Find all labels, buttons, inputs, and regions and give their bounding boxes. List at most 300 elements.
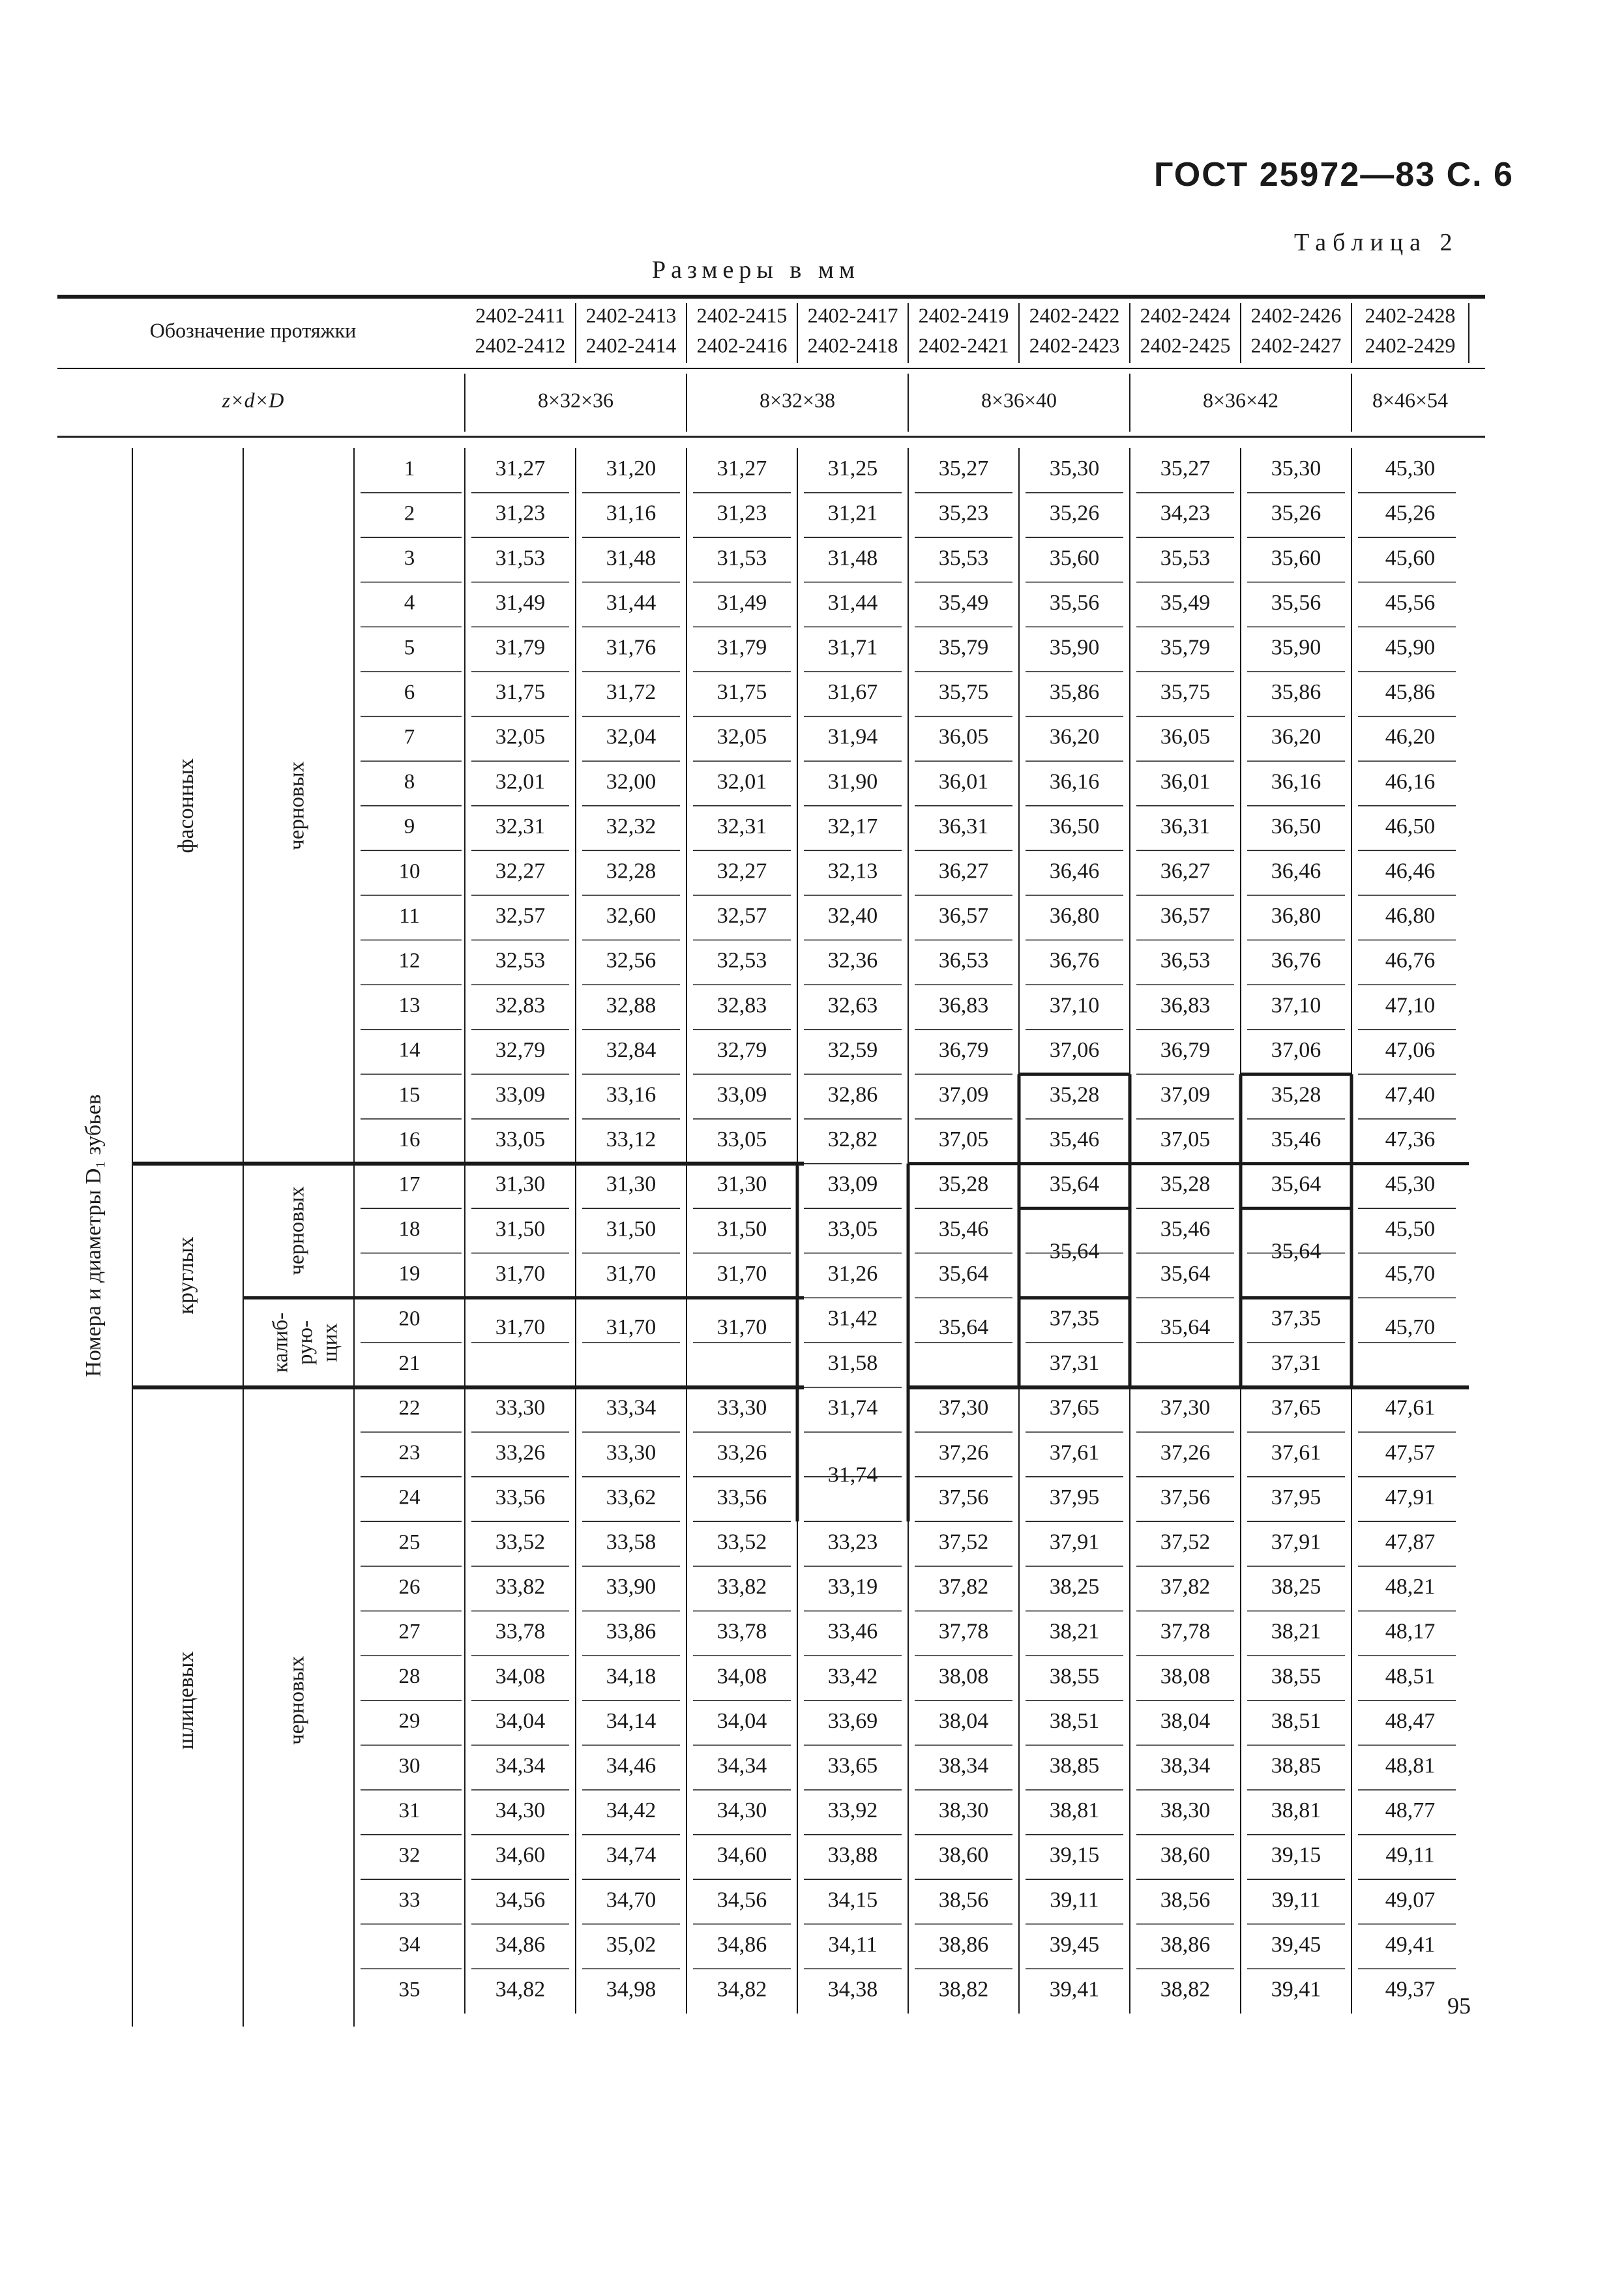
table-cell: 33,34	[606, 1395, 657, 1420]
table-cell: 35,46	[938, 1217, 989, 1242]
table-cell: 33,92	[827, 1798, 878, 1823]
row-number: 30	[398, 1754, 421, 1778]
table-cell: 33,30	[716, 1395, 767, 1420]
table-cell: 34,86	[716, 1932, 767, 1957]
table-cell: 34,82	[495, 1977, 546, 2002]
table-cell: 33,16	[606, 1082, 657, 1107]
table-cell: 33,09	[827, 1172, 878, 1197]
rows-axis-label: Номера и диаметры D₁ зубьев	[81, 1094, 106, 1377]
row-number: 32	[398, 1843, 421, 1867]
subgroup-label: рую-	[293, 1320, 317, 1365]
table-cell: 35,46	[1049, 1127, 1100, 1152]
row-number: 16	[398, 1127, 421, 1152]
table-cell: 36,53	[938, 948, 989, 973]
table-cell: 37,30	[1160, 1395, 1211, 1420]
row-number: 20	[398, 1307, 421, 1331]
table-cell: 33,09	[716, 1082, 767, 1107]
table-cell: 47,57	[1385, 1440, 1436, 1465]
row-number: 4	[404, 591, 415, 615]
table-cell: 39,41	[1271, 1977, 1321, 2002]
table-cell: 31,44	[606, 590, 657, 615]
table-cell: 37,35	[1049, 1306, 1100, 1331]
table-cell: 32,53	[716, 948, 767, 973]
table-cell: 45,26	[1385, 501, 1436, 526]
table-cell: 35,75	[938, 680, 989, 705]
column-code: 2402-2411	[475, 303, 565, 327]
table-cell: 38,82	[1160, 1977, 1211, 2002]
subgroup-label: черновых	[285, 1186, 309, 1275]
column-code: 2402-2418	[807, 333, 898, 357]
table-cell: 45,70	[1385, 1315, 1436, 1340]
table-cell: 48,21	[1385, 1575, 1436, 1599]
table-cell: 35,64	[1271, 1239, 1321, 1264]
table-cell: 31,70	[606, 1261, 657, 1286]
table-cell: 35,56	[1049, 590, 1100, 615]
row-number: 33	[398, 1888, 421, 1912]
row-number: 9	[404, 814, 415, 839]
table-cell: 36,79	[938, 1037, 989, 1062]
table-cell: 34,56	[716, 1888, 767, 1912]
column-code: 2402-2419	[918, 303, 1009, 327]
row-number: 21	[398, 1351, 421, 1375]
table-cell: 37,26	[1160, 1440, 1211, 1465]
table-cell: 37,52	[938, 1530, 989, 1554]
table-cell: 34,34	[495, 1753, 546, 1778]
table-cell: 35,02	[606, 1932, 657, 1957]
table-cell: 33,46	[827, 1619, 878, 1644]
table-cell: 35,30	[1271, 456, 1321, 481]
table-cell: 35,27	[1160, 456, 1211, 481]
table-text	[81, 303, 1456, 2001]
row-number: 8	[404, 770, 415, 794]
row-number: 11	[399, 904, 420, 928]
table-cell: 34,56	[495, 1888, 546, 1912]
column-code: 2402-2425	[1140, 333, 1231, 357]
table-cell: 38,21	[1271, 1619, 1321, 1644]
table-cell: 36,80	[1049, 904, 1100, 929]
table-cell: 38,60	[938, 1843, 989, 1867]
table-cell: 31,27	[495, 456, 546, 481]
table-cell: 33,90	[606, 1575, 657, 1599]
table-cell: 32,79	[716, 1037, 767, 1062]
table-cell: 35,64	[1049, 1239, 1100, 1264]
column-code: 2402-2426	[1250, 303, 1342, 327]
table-cell: 31,27	[716, 456, 767, 481]
table-cell: 35,90	[1271, 635, 1321, 660]
table-cell: 33,05	[495, 1127, 546, 1152]
table-cell: 32,83	[495, 993, 546, 1018]
table-cell: 38,25	[1271, 1575, 1321, 1599]
table-cell: 34,86	[495, 1932, 546, 1957]
table-cell: 38,86	[938, 1932, 989, 1957]
table-cell: 37,61	[1271, 1440, 1321, 1465]
table-cell: 32,84	[606, 1037, 657, 1062]
table-cell: 31,16	[606, 501, 657, 526]
row-number: 3	[404, 546, 415, 571]
column-code: 2402-2427	[1250, 333, 1342, 357]
table-cell: 31,53	[495, 546, 546, 571]
table-cell: 38,30	[1160, 1798, 1211, 1823]
table-cell: 39,11	[1050, 1888, 1099, 1912]
table-cell: 37,95	[1049, 1485, 1100, 1509]
table-cell: 36,31	[938, 814, 989, 839]
row-number: 17	[398, 1172, 421, 1197]
table-cell: 47,91	[1385, 1485, 1436, 1509]
table-cell: 45,90	[1385, 635, 1436, 660]
table-cell: 48,81	[1385, 1753, 1436, 1778]
table-cell: 37,78	[1160, 1619, 1211, 1644]
table-cell: 37,56	[938, 1485, 989, 1509]
table-cell: 48,47	[1385, 1708, 1436, 1733]
table-cell: 31,76	[606, 635, 657, 660]
table-cell: 36,83	[938, 993, 989, 1018]
table-cell: 31,53	[716, 546, 767, 571]
table-cell: 31,49	[716, 590, 767, 615]
table-cell: 35,46	[1160, 1217, 1211, 1242]
column-code: 2402-2415	[696, 303, 788, 327]
row-number: 25	[398, 1530, 421, 1554]
table-cell: 31,74	[827, 1395, 878, 1420]
designation-label: Обозначение протяжки	[149, 318, 357, 342]
table-cell: 33,42	[827, 1664, 878, 1689]
table-cell: 35,64	[1049, 1172, 1100, 1197]
table-cell: 38,51	[1049, 1708, 1100, 1733]
table-cell: 32,36	[827, 948, 878, 973]
column-code: 2402-2429	[1365, 333, 1456, 357]
table-cell: 38,21	[1049, 1619, 1100, 1644]
table-cell: 38,51	[1271, 1708, 1321, 1733]
subgroup-label: черновых	[285, 1656, 309, 1745]
table-cell: 36,05	[938, 724, 989, 749]
table-cell: 47,10	[1385, 993, 1436, 1018]
table-cell: 33,09	[495, 1082, 546, 1107]
column-code: 2402-2416	[696, 333, 788, 357]
table-cell: 31,71	[827, 635, 878, 660]
table-cell: 32,79	[495, 1037, 546, 1062]
table-cell: 46,80	[1385, 904, 1436, 929]
table-cell: 34,04	[495, 1708, 546, 1733]
table-cell: 45,50	[1385, 1217, 1436, 1242]
table-cell: 31,23	[495, 501, 546, 526]
table-cell: 32,86	[827, 1082, 878, 1107]
table-cell: 37,05	[1160, 1127, 1211, 1152]
row-number: 7	[404, 725, 415, 749]
table-cell: 38,34	[938, 1753, 989, 1778]
subgroup-label: калиб-	[269, 1312, 293, 1373]
row-number: 10	[398, 859, 421, 884]
column-code: 2402-2421	[918, 333, 1009, 357]
table-cell: 33,86	[606, 1619, 657, 1644]
table-cell: 33,88	[827, 1843, 878, 1867]
table-cell: 38,04	[938, 1708, 989, 1733]
table-cell: 33,56	[716, 1485, 767, 1509]
table-cell: 31,70	[716, 1261, 767, 1286]
table-cell: 32,53	[495, 948, 546, 973]
table-cell: 31,67	[827, 680, 878, 705]
table-cell: 35,64	[1160, 1261, 1211, 1286]
size-label: 8×46×54	[1372, 388, 1449, 412]
size-label: 8×36×40	[981, 388, 1057, 412]
table-cell: 46,16	[1385, 769, 1436, 794]
table-cell: 33,19	[827, 1575, 878, 1599]
group-label: шлицевых	[173, 1651, 198, 1750]
table-cell: 37,82	[1160, 1575, 1211, 1599]
table-cell: 35,27	[938, 456, 989, 481]
row-number: 22	[398, 1396, 421, 1420]
table-cell: 36,27	[938, 859, 989, 884]
table-cell: 34,11	[828, 1932, 878, 1957]
table-cell: 31,74	[827, 1463, 878, 1487]
table-cell: 39,15	[1271, 1843, 1321, 1867]
table-cell: 37,06	[1049, 1037, 1100, 1062]
table-cell: 32,60	[606, 904, 657, 929]
table-cell: 37,91	[1049, 1530, 1100, 1554]
table-cell: 39,15	[1049, 1843, 1100, 1867]
table-cell: 31,49	[495, 590, 546, 615]
table-cell: 34,74	[606, 1843, 657, 1867]
table-cell: 38,55	[1049, 1664, 1100, 1689]
table-cell: 31,75	[495, 680, 546, 705]
table-cell: 31,70	[495, 1261, 546, 1286]
formula-label: z×d×D	[222, 388, 284, 412]
table-cell: 34,18	[606, 1664, 657, 1689]
table-cell: 37,82	[938, 1575, 989, 1599]
table-cell: 34,14	[606, 1708, 657, 1733]
table-cell: 32,13	[827, 859, 878, 884]
column-code: 2402-2412	[475, 333, 566, 357]
table-cell: 37,52	[1160, 1530, 1211, 1554]
table-cell: 38,82	[938, 1977, 989, 2002]
row-number: 14	[398, 1038, 421, 1062]
table-cell: 32,57	[495, 904, 546, 929]
table-cell: 38,85	[1271, 1753, 1321, 1778]
table-cell: 32,31	[716, 814, 767, 839]
table-cell: 35,86	[1049, 680, 1100, 705]
table-cell: 49,07	[1385, 1888, 1436, 1912]
row-number: 13	[398, 994, 421, 1018]
table-cell: 38,60	[1160, 1843, 1211, 1867]
table-cell: 31,30	[716, 1172, 767, 1197]
table-cell: 37,09	[1160, 1082, 1211, 1107]
table-cell: 33,52	[716, 1530, 767, 1554]
table-cell: 32,63	[827, 993, 878, 1018]
table-cell: 31,50	[606, 1217, 657, 1242]
table-cell: 35,26	[1049, 501, 1100, 526]
table-cell: 37,61	[1049, 1440, 1100, 1465]
table-cell: 33,58	[606, 1530, 657, 1554]
table-cell: 33,26	[495, 1440, 546, 1465]
table-cell: 36,76	[1271, 948, 1321, 973]
table-cell: 39,41	[1049, 1977, 1100, 2002]
table-cell: 36,27	[1160, 859, 1211, 884]
row-number: 6	[404, 680, 415, 704]
table-cell: 34,30	[495, 1798, 546, 1823]
table-cell: 35,90	[1049, 635, 1100, 660]
table-cell: 31,70	[716, 1315, 767, 1340]
table-cell: 38,85	[1049, 1753, 1100, 1778]
table-cell: 36,01	[1160, 769, 1211, 794]
table-cell: 48,51	[1385, 1664, 1436, 1689]
table-cell: 32,04	[606, 724, 657, 749]
size-label: 8×36×42	[1202, 388, 1279, 412]
table-cell: 36,57	[938, 904, 989, 929]
table-cell: 49,11	[1385, 1843, 1435, 1867]
table-cell: 37,65	[1271, 1395, 1321, 1420]
table-cell: 31,44	[827, 590, 878, 615]
table-cell: 32,00	[606, 769, 657, 794]
table-cell: 32,01	[716, 769, 767, 794]
table-cell: 35,28	[1160, 1172, 1211, 1197]
table-cell: 35,56	[1271, 590, 1321, 615]
table-cell: 34,08	[716, 1664, 767, 1689]
table-cell: 36,05	[1160, 724, 1211, 749]
table-cell: 38,81	[1271, 1798, 1321, 1823]
table-cell: 37,06	[1271, 1037, 1321, 1062]
table-cell: 31,50	[716, 1217, 767, 1242]
table-cell: 38,08	[938, 1664, 989, 1689]
table-cell: 35,60	[1049, 546, 1100, 571]
table-cell: 48,17	[1385, 1619, 1436, 1644]
table-cell: 37,35	[1271, 1306, 1321, 1331]
subgroup-label: черновых	[285, 761, 309, 850]
table-cell: 37,91	[1271, 1530, 1321, 1554]
table-cell: 31,70	[495, 1315, 546, 1340]
table-cell: 38,25	[1049, 1575, 1100, 1599]
table-cell: 38,56	[1160, 1888, 1211, 1912]
table-cell: 39,45	[1049, 1932, 1100, 1957]
table-cell: 33,05	[716, 1127, 767, 1152]
table-cell: 34,15	[827, 1888, 878, 1912]
table-cell: 35,28	[1271, 1082, 1321, 1107]
table-cell: 33,69	[827, 1708, 878, 1733]
table-cell: 33,52	[495, 1530, 546, 1554]
table-cell: 35,49	[1160, 590, 1211, 615]
table-cell: 48,77	[1385, 1798, 1436, 1823]
table-cell: 38,30	[938, 1798, 989, 1823]
table-cell: 45,70	[1385, 1261, 1436, 1286]
table-cell: 33,82	[716, 1575, 767, 1599]
table-cell: 34,60	[495, 1843, 546, 1867]
table-cell: 35,28	[1049, 1082, 1100, 1107]
table-cell: 32,56	[606, 948, 657, 973]
group-label: фасонных	[173, 758, 198, 854]
table-cell: 35,64	[938, 1261, 989, 1286]
table-cell: 47,40	[1385, 1082, 1436, 1107]
table-cell: 37,95	[1271, 1485, 1321, 1509]
table-cell: 37,31	[1049, 1351, 1100, 1376]
table-cell: 33,23	[827, 1530, 878, 1554]
table-cell: 36,16	[1049, 769, 1100, 794]
table-cell: 31,21	[827, 501, 878, 526]
table-cell: 34,23	[1160, 501, 1211, 526]
row-number: 19	[398, 1262, 421, 1286]
table-cell: 32,88	[606, 993, 657, 1018]
table-cell: 32,32	[606, 814, 657, 839]
column-code: 2402-2414	[585, 333, 677, 357]
size-label: 8×32×38	[759, 388, 836, 412]
table-cell: 32,27	[495, 859, 546, 884]
table-cell: 32,05	[716, 724, 767, 749]
broach-dimensions-table	[57, 297, 1485, 2002]
units-note: Размеры в мм	[652, 256, 860, 284]
table-cell: 34,42	[606, 1798, 657, 1823]
table-cell: 36,53	[1160, 948, 1211, 973]
row-number: 34	[398, 1933, 421, 1957]
table-cell: 31,75	[716, 680, 767, 705]
table-cell: 47,87	[1385, 1530, 1436, 1554]
table-cell: 37,65	[1049, 1395, 1100, 1420]
table-cell: 47,61	[1385, 1395, 1436, 1420]
table-cell: 45,30	[1385, 1172, 1436, 1197]
table-cell: 45,30	[1385, 456, 1436, 481]
table-cell: 38,34	[1160, 1753, 1211, 1778]
table-cell: 32,40	[827, 904, 878, 929]
table-cell: 35,64	[1271, 1172, 1321, 1197]
table-cell: 37,78	[938, 1619, 989, 1644]
table-cell: 35,23	[938, 501, 989, 526]
row-number: 15	[398, 1083, 421, 1107]
row-number: 5	[404, 636, 415, 660]
table-label: Таблица 2	[1294, 229, 1459, 256]
table-cell: 45,56	[1385, 590, 1436, 615]
table-cell: 36,31	[1160, 814, 1211, 839]
table-cell: 31,42	[827, 1306, 878, 1331]
table-cell: 36,50	[1049, 814, 1100, 839]
column-code: 2402-2413	[585, 303, 677, 327]
table-cell: 38,86	[1160, 1932, 1211, 1957]
table-cell: 36,83	[1160, 993, 1211, 1018]
row-number: 12	[398, 949, 421, 973]
row-number: 35	[398, 1978, 421, 2002]
table-cell: 31,50	[495, 1217, 546, 1242]
table-cell: 33,30	[495, 1395, 546, 1420]
table-cell: 32,82	[827, 1127, 878, 1152]
row-number: 2	[404, 501, 415, 526]
table-cell: 35,60	[1271, 546, 1321, 571]
table-cell: 45,60	[1385, 546, 1436, 571]
column-code: 2402-2428	[1365, 303, 1456, 327]
table-cell: 47,36	[1385, 1127, 1436, 1152]
table-cell: 47,06	[1385, 1037, 1436, 1062]
table-cell: 31,79	[716, 635, 767, 660]
column-code: 2402-2422	[1029, 303, 1120, 327]
row-number: 29	[398, 1709, 421, 1733]
table-cell: 35,28	[938, 1172, 989, 1197]
table-cell: 32,01	[495, 769, 546, 794]
table-cell: 36,46	[1049, 859, 1100, 884]
row-number: 1	[404, 456, 415, 481]
table-cell: 32,59	[827, 1037, 878, 1062]
table-cell: 35,46	[1271, 1127, 1321, 1152]
table-cell: 35,64	[938, 1315, 989, 1340]
table-cell: 37,56	[1160, 1485, 1211, 1509]
size-label: 8×32×36	[537, 388, 614, 412]
table-cell: 34,70	[606, 1888, 657, 1912]
page-number: 95	[1447, 1993, 1471, 2019]
column-code: 2402-2417	[807, 303, 898, 327]
table-cell: 37,30	[938, 1395, 989, 1420]
table-cell: 31,72	[606, 680, 657, 705]
table-cell: 33,26	[716, 1440, 767, 1465]
table-cell: 37,09	[938, 1082, 989, 1107]
table-cell: 32,27	[716, 859, 767, 884]
table-cell: 35,53	[1160, 546, 1211, 571]
row-number: 23	[398, 1441, 421, 1465]
table-cell: 38,81	[1049, 1798, 1100, 1823]
table-cell: 39,45	[1271, 1932, 1321, 1957]
table-cell: 37,05	[938, 1127, 989, 1152]
row-number: 28	[398, 1665, 421, 1689]
